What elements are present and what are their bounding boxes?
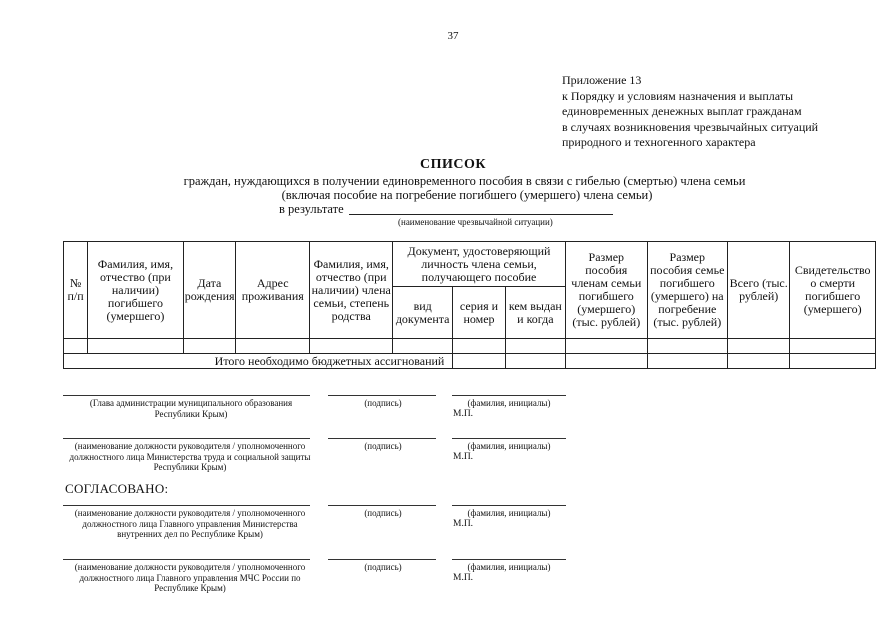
name-caption: (фамилия, инициалы) (467, 562, 551, 572)
header-doc-issued: кем выдан и когда (505, 287, 565, 339)
header-deceased-name: Фамилия, имя, отчество (при наличии) погибшего (умершего) (88, 242, 184, 339)
header-total: Всего (тыс. рублей) (728, 242, 790, 339)
name-caption: (фамилия, инициалы) (467, 398, 551, 408)
name-line (452, 395, 566, 396)
table-cell (566, 339, 648, 354)
header-member-name: Фамилия, имя, отчество (при наличии) члена семьи, степень родства (310, 242, 393, 339)
table-cell (453, 354, 505, 369)
page-number: 37 (447, 30, 459, 42)
header-burial-allowance: Размер пособия семье погибшего (умершего) на погребение (тыс. рублей) (647, 242, 727, 339)
position-line (63, 559, 310, 560)
agreed-label: СОГЛАСОВАНО: (65, 481, 169, 496)
annex-line: единовременных денежных выплат гражданам (562, 104, 802, 118)
position-caption: (наименование должности руководителя / уполномоченного должностного лица Главного управления МЧС России по Республике Крым) (74, 562, 306, 593)
header-family-allowance: Размер пособия членам семьи погибшего (умершего) (тыс. рублей) (566, 242, 648, 339)
table-cell (183, 339, 235, 354)
document-subtitle: (включая пособие на погребение погибшего (умершего) члена семьи) (281, 188, 653, 202)
signature-line (328, 438, 436, 439)
annex-reference (562, 73, 818, 151)
annex-line: в случаях возникновения чрезвычайных ситуаций (562, 119, 819, 134)
header-death-certificate: Свидетельство о смерти погибшего (умершего) (790, 242, 876, 339)
signature-caption: (подпись) (364, 441, 402, 451)
citizens-list-table (63, 241, 876, 369)
table-cell (310, 339, 393, 354)
annex-line: Приложение 13 (562, 73, 642, 87)
annex-line: к Порядку и условиям назначения и выплаты (562, 88, 794, 103)
header-doc-series: серия и номер (453, 287, 505, 339)
header-doc-type: вид документа (392, 287, 452, 339)
stamp-label: М.П. (453, 409, 474, 419)
result-label: в результате (279, 202, 344, 216)
position-caption: (наименование должности руководителя / уполномоченного должностного лица Министерства труда и социальной защиты Республики Крым) (69, 441, 311, 472)
total-row (64, 354, 876, 369)
document-subtitle: граждан, нуждающихся в получении единовременного пособия в связи с гибелью (смертью) члена семьи (183, 174, 746, 188)
name-line (452, 505, 566, 506)
header-address: Адрес проживания (236, 242, 310, 339)
position-caption: (Глава администрации муниципального образования Республики Крым) (89, 398, 293, 419)
name-caption: (фамилия, инициалы) (467, 508, 551, 518)
header-birth-date: Дата рождения (183, 242, 235, 339)
name-caption: (фамилия, инициалы) (467, 441, 551, 451)
signature-line (328, 559, 436, 560)
table-row (64, 339, 876, 354)
header-document: Документ, удостоверяющий личность члена семьи, получающего пособие (392, 242, 565, 287)
document-title: СПИСОК (419, 157, 487, 172)
signature-line (328, 505, 436, 506)
stamp-label: М.П. (453, 519, 474, 529)
table-cell (505, 354, 565, 369)
total-row-label: Итого необходимо бюджетных ассигнований (64, 354, 453, 369)
annex-line: природного и техногенного характера (562, 135, 756, 149)
result-fill-line (349, 214, 613, 215)
table-cell (566, 354, 648, 369)
position-line (63, 505, 310, 506)
signature-caption: (подпись) (364, 508, 402, 518)
position-caption: (наименование должности руководителя / уполномоченного должностного лица Главного управления Министерства внутренних дел по Республике Крым) (74, 508, 306, 539)
signature-caption: (подпись) (364, 398, 402, 408)
name-line (452, 438, 566, 439)
table-cell (236, 339, 310, 354)
table-cell (88, 339, 184, 354)
position-line (63, 438, 310, 439)
table-cell (790, 339, 876, 354)
result-caption: (наименование чрезвычайной ситуации) (398, 217, 553, 227)
table-cell (453, 339, 505, 354)
table-cell (64, 339, 88, 354)
signature-caption: (подпись) (364, 562, 402, 572)
stamp-label: М.П. (453, 573, 474, 583)
table-cell (728, 339, 790, 354)
stamp-label: М.П. (453, 452, 474, 462)
table-cell (647, 354, 727, 369)
name-line (452, 559, 566, 560)
position-line (63, 395, 310, 396)
table-cell (647, 339, 727, 354)
header-num: № п/п (64, 242, 88, 339)
table-cell (790, 354, 876, 369)
table-cell (505, 339, 565, 354)
table-cell (728, 354, 790, 369)
signature-line (328, 395, 436, 396)
table-cell (392, 339, 452, 354)
